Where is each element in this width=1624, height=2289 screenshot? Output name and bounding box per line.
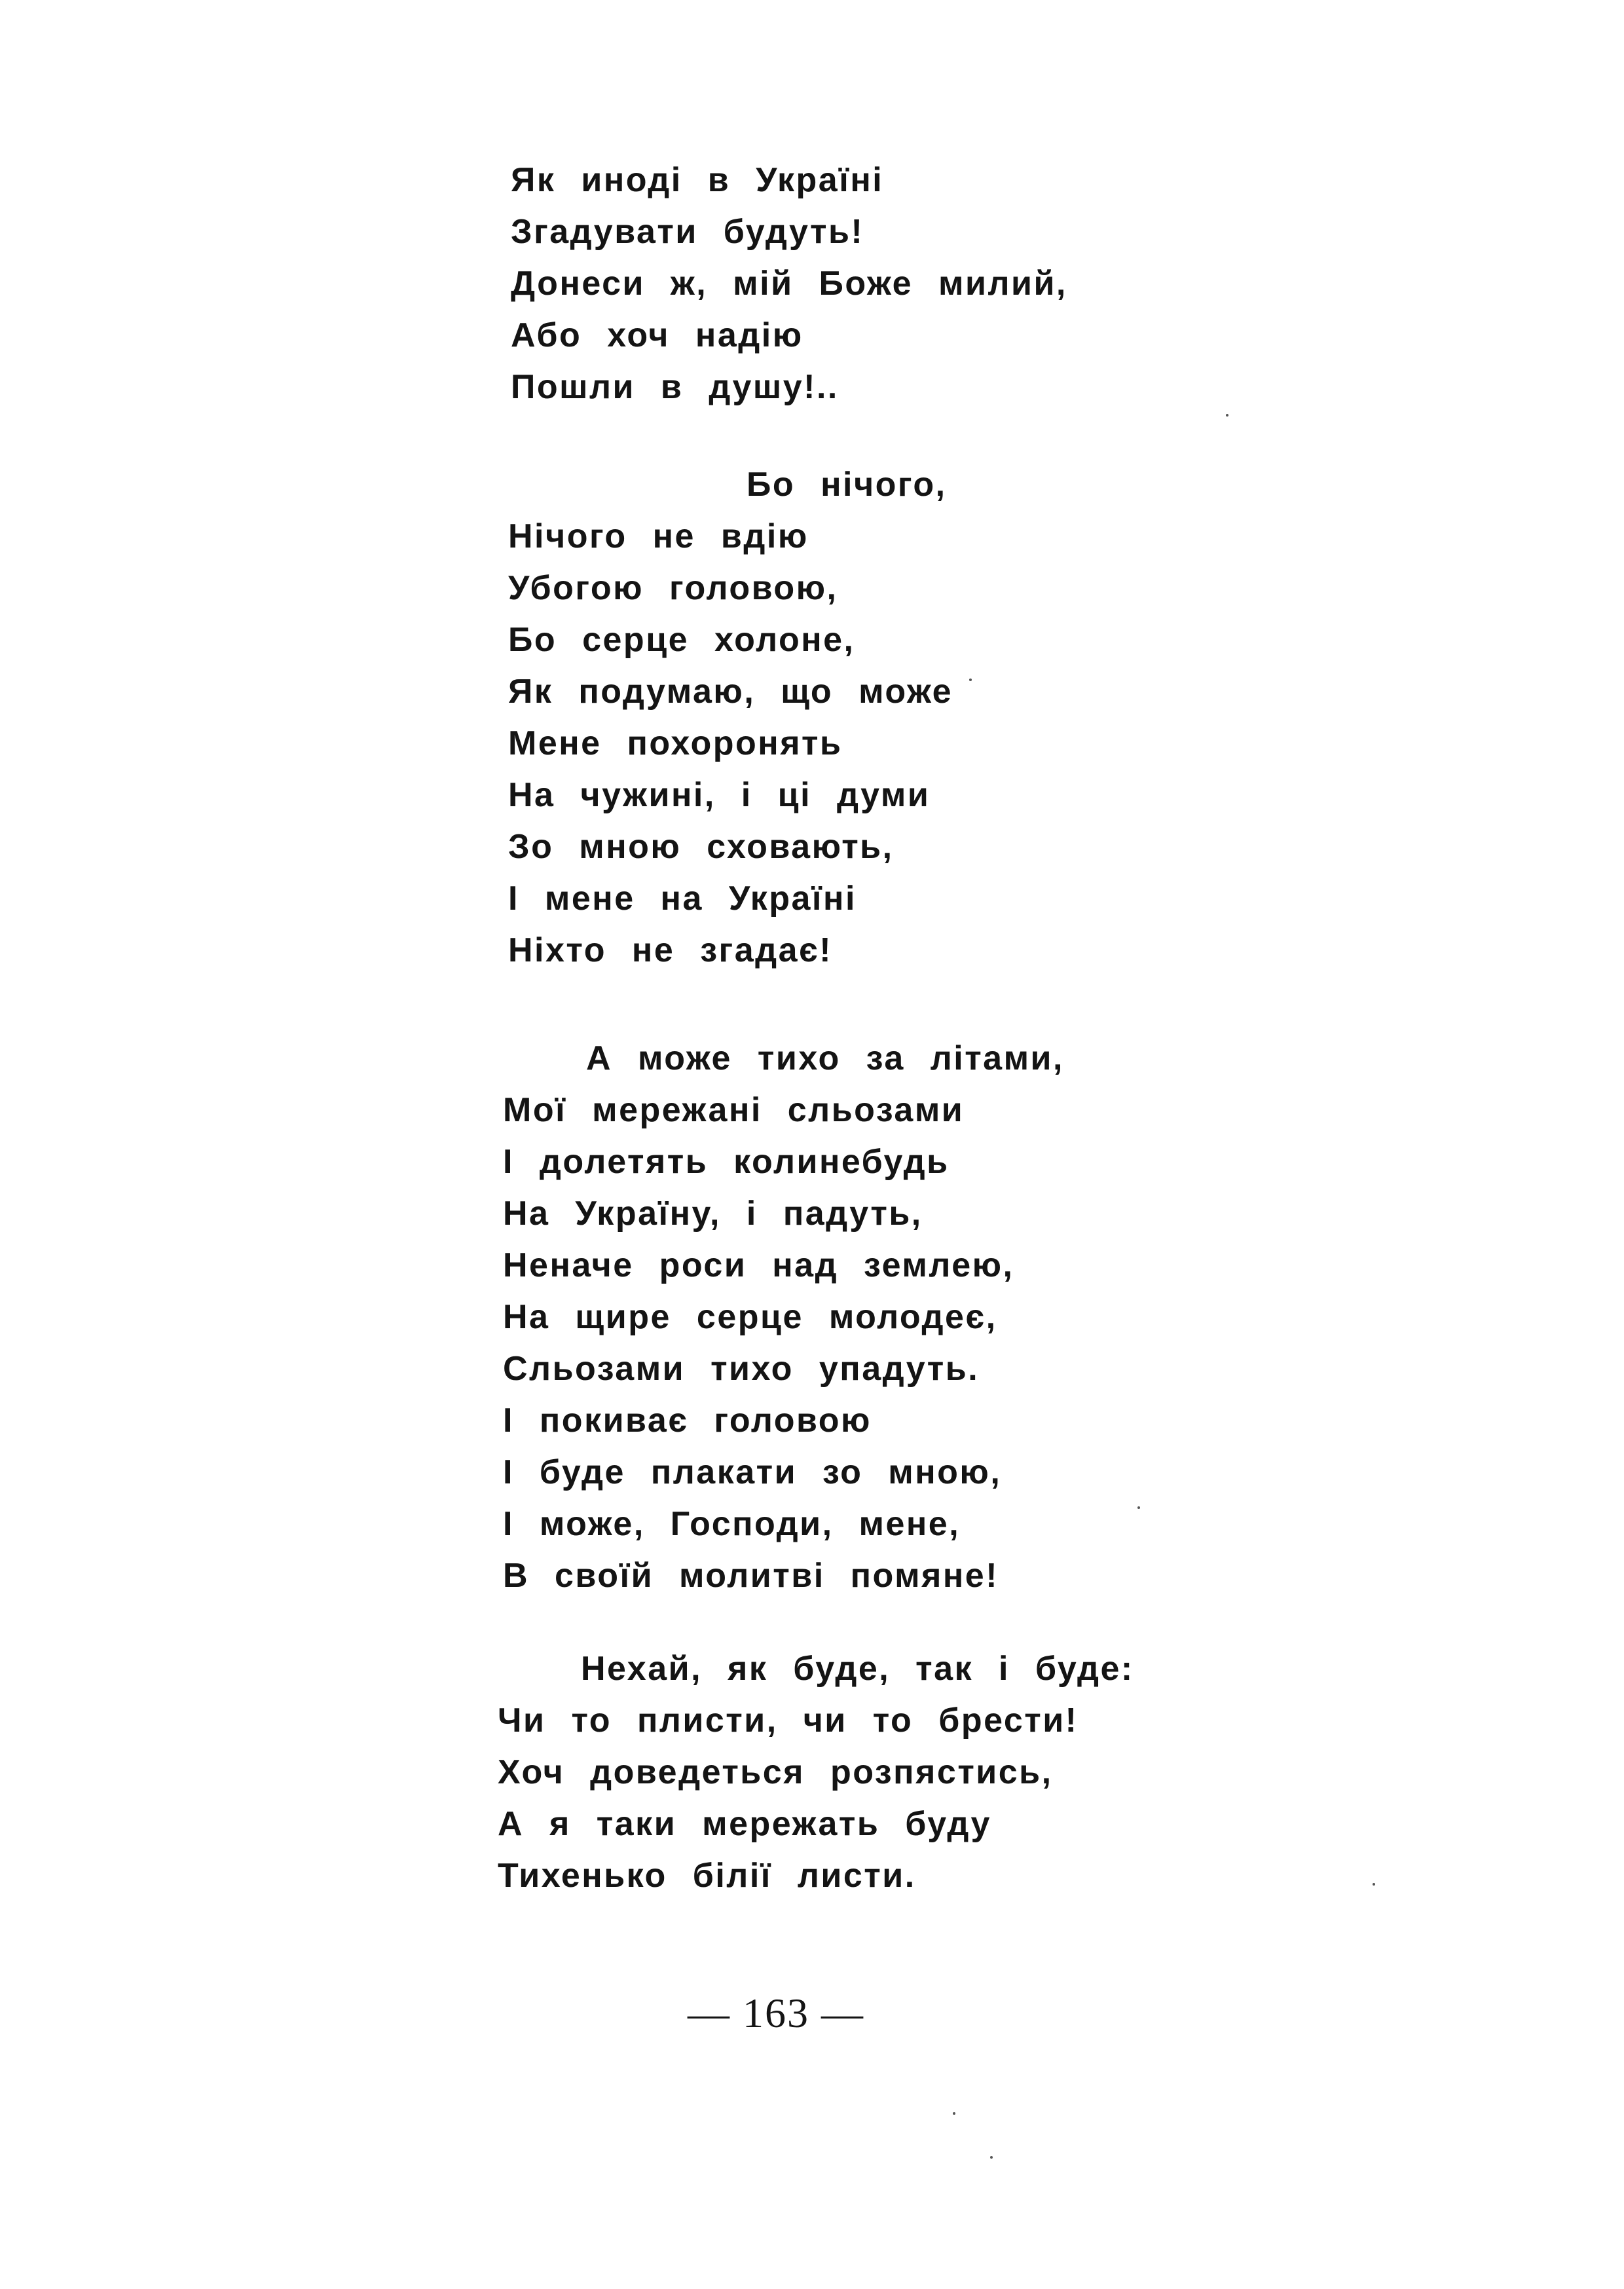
poem-line: Нічого не вдію xyxy=(508,517,809,555)
stanza-4 xyxy=(498,1643,1134,1902)
poem-line: І мене на Україні xyxy=(508,880,857,918)
poem-line: Хоч доведеться розпястись, xyxy=(498,1753,1053,1791)
page-number: — 163 — xyxy=(688,1990,864,2036)
poem-line: Убогою головою, xyxy=(508,569,838,607)
poem-line: На чужині, і ці думи xyxy=(508,776,931,814)
poem-line: Бо серце холоне, xyxy=(508,621,855,659)
stanza-1 xyxy=(511,155,1067,413)
scan-speck xyxy=(990,2156,993,2159)
poem-line: Згадувати будуть! xyxy=(511,213,864,251)
stanza-3 xyxy=(503,1033,1064,1602)
stanza-2 xyxy=(508,459,953,977)
poem-line: Як иноді в Україні xyxy=(511,161,884,199)
poem-line: І буде плакати зо мною, xyxy=(503,1453,1002,1491)
poem-line: Зо мною сховають, xyxy=(508,828,894,866)
poem-line: Нехай, як буде, так і буде: xyxy=(581,1650,1134,1688)
poem-line: Чи то плисти, чи то брести! xyxy=(498,1702,1079,1740)
scan-speck xyxy=(1137,1506,1140,1509)
poem-line: Або хоч надію xyxy=(511,316,803,354)
poem-line: Мої мережані сльозами xyxy=(503,1091,965,1129)
poem-line: Неначе роси над землею, xyxy=(503,1246,1014,1284)
poem-line: Тихенько білії листи. xyxy=(498,1857,916,1895)
poem-line: Мене похоронять xyxy=(508,724,843,762)
poem-line: І покиває головою xyxy=(503,1402,872,1440)
poem-line: І долетять колинебудь xyxy=(503,1143,950,1181)
poem-line: І може, Господи, мене, xyxy=(503,1505,961,1543)
poem-line: А може тихо за літами, xyxy=(586,1039,1064,1077)
poem-line: На щире серце молодеє, xyxy=(503,1298,997,1336)
poem-line: Донеси ж, мій Боже милий, xyxy=(511,265,1067,303)
scan-speck xyxy=(969,679,972,681)
scan-speck xyxy=(1226,414,1228,417)
poem-line: Як подумаю, що може xyxy=(508,673,953,711)
scan-speck xyxy=(953,2112,955,2115)
poem-line: На Україну, і падуть, xyxy=(503,1195,923,1233)
poem-line: Бо нічого, xyxy=(747,466,947,504)
poem-line: Пошли в душу!.. xyxy=(511,368,839,406)
poem-line: Сльозами тихо упадуть. xyxy=(503,1350,980,1388)
poem-line: В своїй молитві помяне! xyxy=(503,1557,999,1595)
poem-line: А я таки мережать буду xyxy=(498,1805,991,1843)
poem-line: Ніхто не згадає! xyxy=(508,931,833,969)
scan-speck xyxy=(1373,1883,1375,1886)
